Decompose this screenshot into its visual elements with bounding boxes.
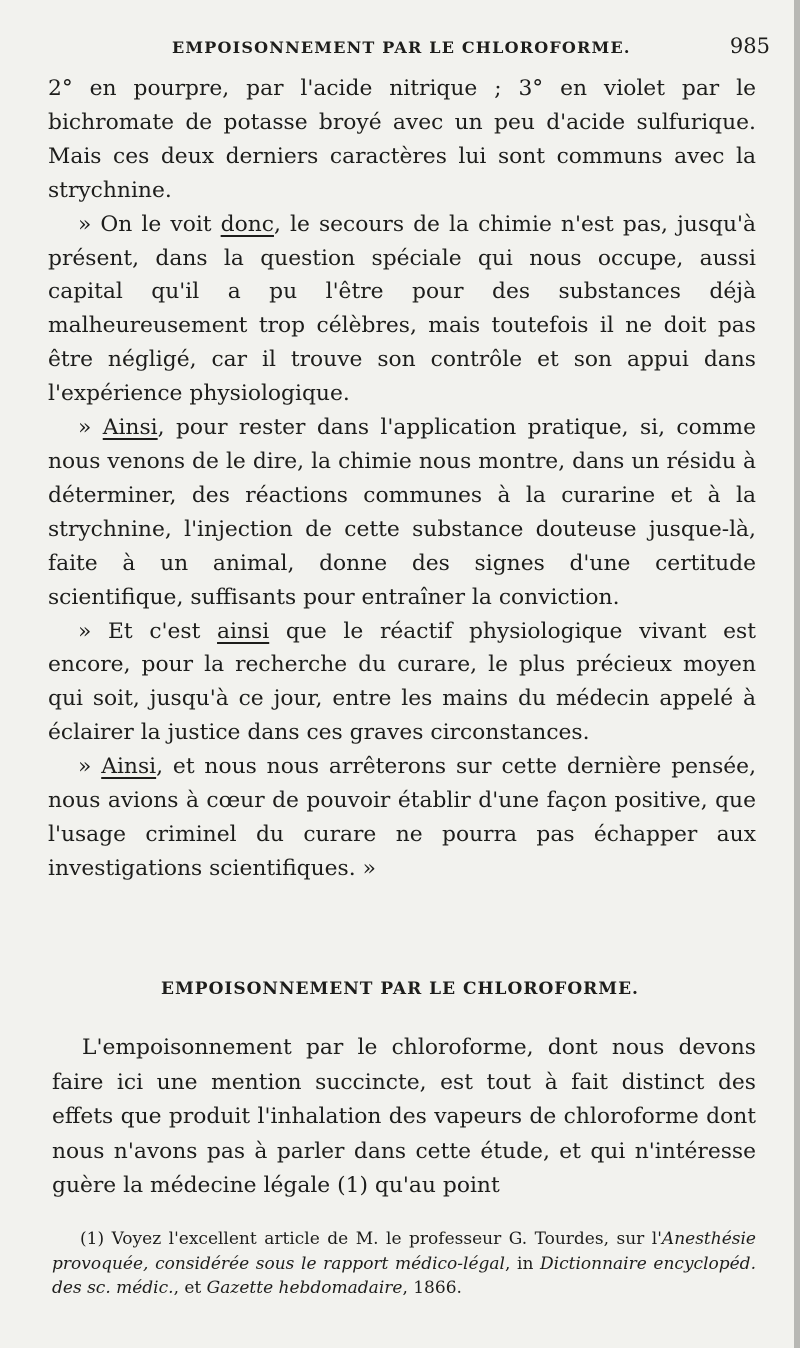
text-run: , le secours de la chimie n'est pas, jusqu'à présent, dans la question spéciale qui nous occupe, aussi capital qu'il a pu l'être pour des substances déjà malheureusement trop célèbres, mais toutefois il ne doit pas être négligé, car il trouve son contrôle et son appui dans l'expérience physiologique. bbox=[48, 211, 756, 407]
paragraph-continuation: 2° en pourpre, par l'acide nitrique ; 3° en violet par le bichromate de potasse broyé avec un peu d'acide sulfurique. Mais ces deux derniers caractères lui sont communs avec la strychnine. bbox=[48, 76, 756, 203]
italic-title: Gazette hebdomadaire bbox=[206, 1278, 403, 1298]
section-body bbox=[52, 1031, 756, 1204]
paragraph bbox=[48, 411, 756, 614]
paragraph bbox=[48, 750, 756, 886]
underlined-word: Ainsi bbox=[101, 754, 157, 780]
paragraph bbox=[48, 615, 756, 751]
page-edge-shadow bbox=[794, 0, 800, 1348]
text-run: » bbox=[78, 415, 103, 441]
text-run: , et nous nous arrêterons sur cette dernière pensée, nous avions à cœur de pouvoir établir d'une façon positive, que l'usage criminel du curare ne pourra pas échapper aux investigations scientifiques. » bbox=[48, 754, 756, 881]
page-header bbox=[40, 32, 770, 62]
text-run: que le réactif physiologique vivant est encore, pour la recherche du curare, le plus précieux moyen qui soit, jusqu'à ce jour, entre les mains du médecin appelé à éclairer la justice dans ces graves circonstances. bbox=[48, 618, 756, 746]
italic-title: Anesthésie provoquée, considérée sous le rapport médico-légal bbox=[52, 1229, 756, 1274]
text-run: , 1866. bbox=[402, 1278, 462, 1298]
text-run: , et bbox=[173, 1278, 207, 1298]
body-text bbox=[48, 72, 756, 886]
underlined-word: donc bbox=[220, 211, 274, 237]
underlined-word: Ainsi bbox=[102, 415, 158, 441]
section-heading: EMPOISONNEMENT PAR LE CHLOROFORME. bbox=[161, 979, 639, 999]
text-run: » Et c'est bbox=[78, 618, 218, 644]
text-run: » On le voit bbox=[78, 211, 221, 237]
text-run: (1) Voyez l'excellent article de M. le professeur G. Tourdes, sur l' bbox=[80, 1229, 662, 1249]
running-head: EMPOISONNEMENT PAR LE CHLOROFORME. bbox=[172, 38, 631, 57]
text-run: , pour rester dans l'application pratique, si, comme nous venons de le dire, la chimie nous montre, dans un résidu à déterminer, des réactions communes à la curarine et à la strychnine, l'injection de cette substance douteuse jusque-là, faite à un animal, donne des signes d'une certitude scientifique, suffisants pour entraîner la conviction. bbox=[48, 415, 756, 610]
footnote bbox=[52, 1227, 756, 1301]
page-number: 985 bbox=[729, 34, 770, 58]
footnote-text bbox=[52, 1227, 756, 1301]
text-run: » bbox=[78, 754, 102, 780]
paragraph bbox=[48, 208, 756, 411]
paragraph: L'empoisonnement par le chloroforme, dont nous devons faire ici une mention succincte, est tout à fait distinct des effets que produit l'inhalation des vapeurs de chloroforme dont nous n'avons pas à parler dans cette étude, et qui n'intéresse guère la médecine légale (1) qu'au point bbox=[52, 1035, 756, 1198]
text-run: , in bbox=[504, 1253, 541, 1274]
italic-title: Dictionnaire encyclopéd. des sc. médic. bbox=[52, 1253, 756, 1298]
underlined-word: ainsi bbox=[217, 618, 270, 644]
